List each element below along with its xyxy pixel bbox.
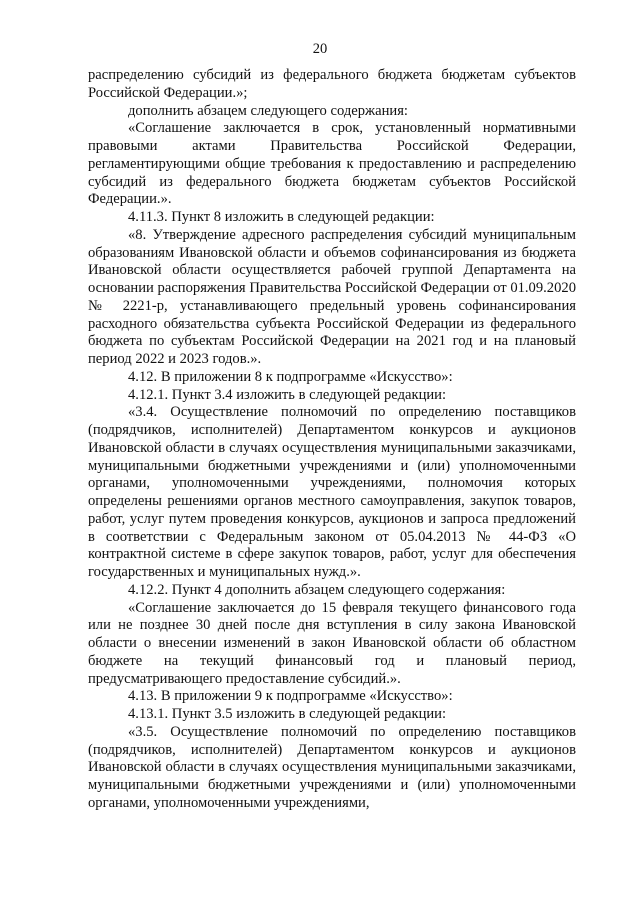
paragraph: распределению субсидий из федерального бюджета бюджетам субъектов Российской Федерации.»; [88,67,576,101]
page-number: 20 [312,41,328,57]
document-body [88,67,576,813]
paragraph: 4.11.3. Пункт 8 изложить в следующей редакции: [128,209,435,225]
paragraph: дополнить абзацем следующего содержания: [128,102,408,119]
paragraph: 4.13.1. Пункт 3.5 изложить в следующей редакции: [128,706,447,722]
paragraph: «Соглашение заключается до 15 февраля текущего финансового года или не позднее 30 дней после дня вступления в силу закона Ивановской области о внесении изменений в закон Ивановской области об областном бюджете на текущий финансовый год и плановый период, предусматривающего предоставление субсидий.». [88,599,576,687]
paragraph: «3.5. Осуществление полномочий по определению поставщиков (подрядчиков, исполнителей) Департаментом конкурсов и аукционов Ивановской области в случаях осуществления муниципальными заказчиками, муниципальными бюджетными учреждениями и (или) уполномоченными органами, уполномоченными учреждениями, [88,723,576,811]
paragraph: 4.12.2. Пункт 4 дополнить абзацем следующего содержания: [128,581,506,598]
paragraph: 4.12.1. Пункт 3.4 изложить в следующей редакции: [128,386,447,403]
paragraph: «8. Утверждение адресного распределения субсидий муниципальным образованиям Ивановской области и объемов софинансирования из бюджета Ивановской области осуществляется рабочей группой Департамента на основании распоряжения Правительства Российской Федерации от 01.09.2020 № 2221-р, устанавливающего предельный уровень софинансирования расходного обязательства субъекта Российской Федерации из федерального бюджета по субъектам Российской Федерации на 2021 год и на плановый период 2022 и 2023 годов.». [88,226,576,367]
paragraph: 4.12. В приложении 8 к подпрограмме «Искусство»: [128,368,453,385]
paragraph: 4.13. В приложении 9 к подпрограмме «Искусство»: [128,688,453,705]
paragraph: «Соглашение заключается в срок, установленный нормативными правовыми актами Правительства Российской Федерации, регламентирующими общие требования к предоставлению и распределению субсидий из федерального бюджета бюджетам субъектов Российской Федерации.». [88,120,576,208]
paragraph: «3.4. Осуществление полномочий по определению поставщиков (подрядчиков, исполнителей) Департаментом конкурсов и аукционов Ивановской области в случаях осуществления муниципальными заказчиками, муниципальными бюджетными учреждениями и (или) уполномоченными органами, уполномоченными учреждениями, полномочия которых определены решениями органов местного самоуправления, закупок товаров, работ, услуг путем проведения конкурсов, аукционов и запроса предложений в соответствии с Федеральным законом от 05.04.2013 № 44-ФЗ «О контрактной системе в сфере закупок товаров, работ, услуг для обеспечения государственных и муниципальных нужд.». [88,404,576,580]
